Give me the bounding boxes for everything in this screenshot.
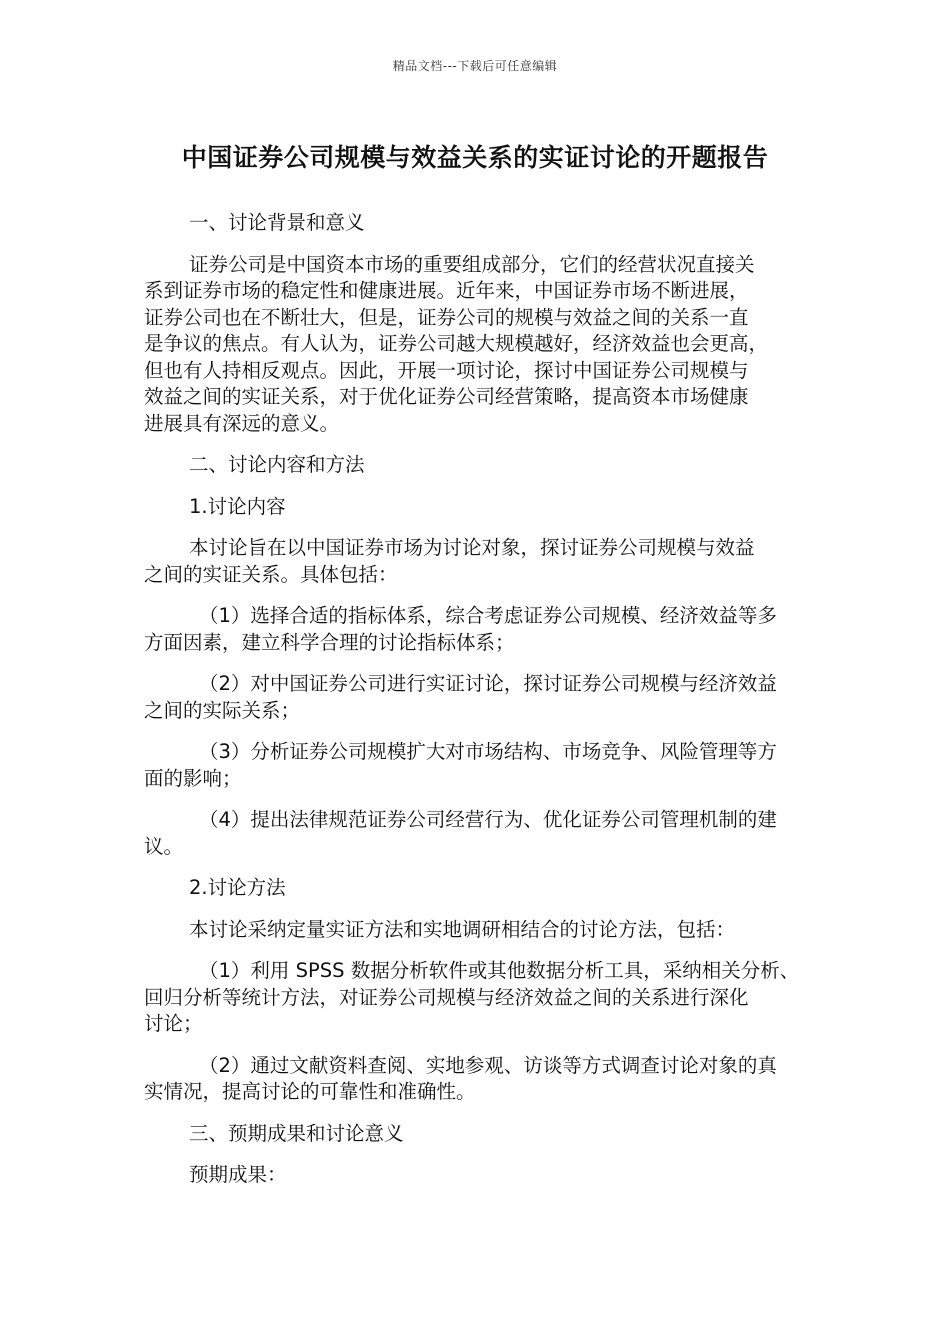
section-heading	[144, 452, 814, 479]
text-line: 实情况，提高讨论的可靠性和准确性。	[144, 1080, 476, 1103]
section-heading	[144, 1121, 814, 1148]
text-line: 1.讨论内容	[189, 494, 286, 518]
text-line: 证券公司是中国资本市场的重要组成部分，它们的经营状况直接关	[189, 252, 755, 276]
list-item	[144, 739, 814, 792]
text-line: 之间的实际关系；	[144, 698, 301, 722]
text-line: 议。	[144, 834, 184, 858]
text-line: 效益之间的实证关系，对于优化证券公司经营策略，提高资本市场健康	[144, 385, 749, 408]
section-heading	[144, 494, 814, 521]
paragraph	[144, 252, 814, 438]
text-line: （2）对中国证券公司进行实证讨论，探讨证券公司规模与经济效益	[199, 672, 777, 695]
page-header: 精品文档---下载后可任意编辑	[392, 59, 558, 73]
text-line: 2.讨论方法	[189, 876, 286, 899]
list-item	[144, 671, 814, 724]
text-line: 预期成果：	[189, 1163, 287, 1186]
text-line: 之间的实证关系。具体包括：	[144, 562, 398, 586]
text-line: 证券公司也在不断壮大，但是，证券公司的规模与效益之间的关系一直	[144, 305, 749, 329]
text-line: 面的影响；	[144, 766, 242, 790]
text-line: 三、预期成果和讨论意义	[189, 1121, 404, 1145]
list-item	[144, 807, 814, 860]
section-heading	[144, 875, 814, 902]
paragraph	[144, 917, 814, 944]
text-line: 本讨论采纳定量实证方法和实地调研相结合的讨论方法，包括：	[189, 917, 736, 941]
text-line: 是争议的焦点。有人认为，证券公司越大规模越好，经济效益也会更高，	[144, 332, 769, 355]
text-line: 进展具有深远的意义。	[144, 411, 340, 435]
text-line: 回归分析等统计方法，对证券公司规模与经济效益之间的关系进行深化	[144, 985, 749, 1009]
list-item	[144, 958, 814, 1038]
text-line: （1）利用 SPSS 数据分析软件或其他数据分析工具，采纳相关分析、	[199, 959, 800, 982]
text-line: 方面因素，建立科学合理的讨论指标体系；	[144, 630, 515, 654]
text-line: 系到证券市场的稳定性和健康进展。近年来，中国证券市场不断进展，	[144, 279, 749, 302]
text-line: 二、讨论内容和方法	[189, 453, 365, 476]
text-line: （3）分析证券公司规模扩大对市场结构、市场竞争、风险管理等方	[199, 740, 777, 763]
list-item	[144, 603, 814, 656]
section-heading	[144, 210, 814, 237]
document-body	[144, 210, 814, 1204]
text-line: （2）通过文献资料查阅、实地参观、访谈等方式调查讨论对象的真	[199, 1053, 777, 1077]
document-title: 中国证券公司规模与效益关系的实证讨论的开题报告	[181, 143, 769, 172]
text-line: 但也有人持相反观点。因此，开展一项讨论，探讨中国证券公司规模与	[144, 358, 749, 382]
text-line: （1）选择合适的指标体系，综合考虑证券公司规模、经济效益等多	[199, 604, 777, 627]
text-line: （4）提出法律规范证券公司经营行为、优化证券公司管理机制的建	[199, 808, 777, 831]
text-line: 本讨论旨在以中国证券市场为讨论对象，探讨证券公司规模与效益	[189, 536, 755, 559]
section-heading	[144, 1162, 814, 1189]
text-line: 一、讨论背景和意义	[189, 211, 365, 234]
list-item	[144, 1053, 814, 1106]
paragraph	[144, 535, 814, 588]
text-line: 讨论；	[144, 1012, 203, 1035]
